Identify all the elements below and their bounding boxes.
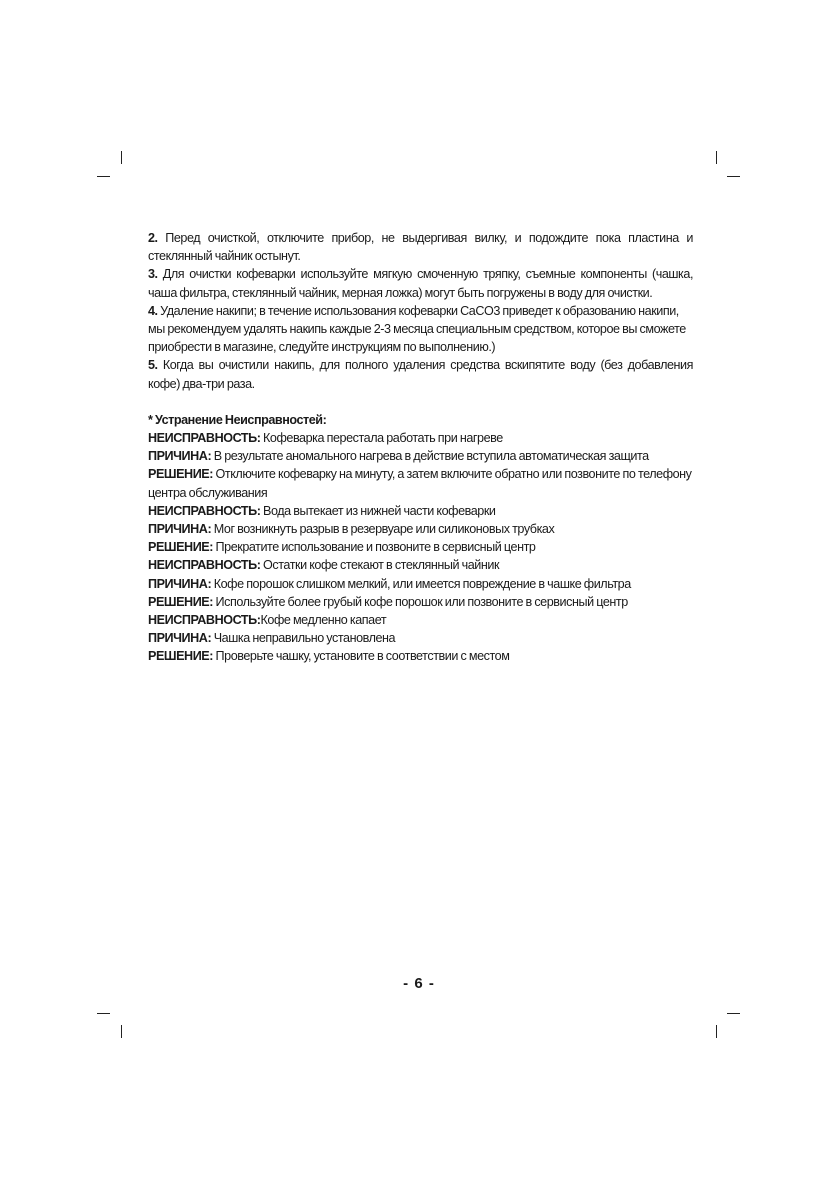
crop-mark [727, 176, 740, 177]
page-number: - 6 - [403, 975, 435, 992]
crop-mark [97, 176, 110, 177]
section-heading: * Устранение Неисправностей: [148, 412, 327, 427]
line-text: Вода вытекает из нижней части кофеварки [260, 503, 496, 518]
line-text: Кофеварка перестала работать при нагреве [260, 431, 503, 446]
crop-mark [121, 1025, 122, 1038]
troubleshooting-line [148, 502, 693, 520]
crop-mark [716, 1025, 717, 1038]
troubleshooting-line [148, 447, 693, 465]
line-text: В результате аномального нагрева в действие вступила автоматическая защита [211, 449, 649, 464]
line-label: ПРИЧИНА: [148, 449, 212, 464]
line-label: ПРИЧИНА: [148, 631, 212, 646]
step-number: 2. [148, 231, 158, 245]
troubleshooting-line [148, 520, 693, 538]
step-text: Когда вы очистили накипь, для полного удаления средства вскипятите воду (без добавления кофе) два-три раза. [148, 358, 693, 391]
line-label: РЕШЕНИЕ: [148, 649, 213, 664]
step-text: Перед очисткой, отключите прибор, не выдергивая вилку, и подождите пока пластина и стеклянный чайник остынут. [148, 231, 693, 264]
crop-mark [716, 151, 717, 164]
troubleshooting-line [148, 556, 693, 574]
line-text: Кофе медленно капает [260, 613, 387, 628]
step-text: Удаление накипи; в течение использования кофеварки CaCO3 приведет к образованию накипи, мы рекомендуем удалять накипь каждые 2-3 месяца специальным средством, которое вы сможете приобрести в магазине, следуйте инструкциям по выполнению.) [148, 303, 686, 355]
line-text: Остатки кофе стекают в стеклянный чайник [260, 558, 500, 573]
troubleshooting-line [148, 575, 693, 593]
line-label: РЕШЕНИЕ: [148, 467, 213, 482]
troubleshooting-line [148, 429, 693, 447]
line-label: ПРИЧИНА: [148, 522, 212, 537]
line-label: НЕИСПРАВНОСТЬ: [148, 431, 261, 446]
step-number: 4. [148, 303, 158, 318]
line-text: Используйте более грубый кофе порошок или позвоните в сервисный центр [213, 594, 628, 609]
line-label: ПРИЧИНА: [148, 576, 212, 591]
section-spacer [148, 393, 693, 411]
troubleshooting-line [148, 611, 693, 629]
line-text: Проверьте чашку, установите в соответствии с местом [213, 649, 510, 664]
cleaning-step [148, 356, 693, 392]
line-text: Прекратите использование и позвоните в сервисный центр [213, 540, 536, 555]
step-text: Для очистки кофеварки используйте мягкую смоченную тряпку, съемные компоненты (чашка, чаша фильтра, стеклянный чайник, мерная ложка) могут быть погружены в воду для очистки. [148, 267, 693, 300]
crop-mark [727, 1013, 740, 1014]
line-text: Чашка неправильно установлена [211, 631, 396, 646]
line-label: РЕШЕНИЕ: [148, 540, 213, 555]
troubleshooting-line [148, 629, 693, 647]
line-label: НЕИСПРАВНОСТЬ: [148, 613, 261, 628]
step-number: 3. [148, 267, 158, 282]
cleaning-step [148, 302, 693, 357]
cleaning-step [148, 229, 693, 265]
page-content [148, 229, 693, 666]
troubleshooting-line [148, 593, 693, 611]
line-text: Отключите кофеварку на минуту, а затем включите обратно или позвоните по телефону центра обслуживания [148, 467, 692, 500]
crop-mark [97, 1013, 110, 1014]
step-number: 5. [148, 358, 158, 373]
line-label: НЕИСПРАВНОСТЬ: [148, 503, 261, 518]
troubleshooting-title [148, 411, 693, 429]
line-label: РЕШЕНИЕ: [148, 594, 213, 609]
line-text: Кофе порошок слишком мелкий, или имеется повреждение в чашке фильтра [211, 576, 631, 591]
troubleshooting-line [148, 647, 693, 665]
troubleshooting-line [148, 538, 693, 556]
crop-mark [121, 151, 122, 164]
line-label: НЕИСПРАВНОСТЬ: [148, 558, 261, 573]
cleaning-step [148, 265, 693, 301]
troubleshooting-line [148, 465, 693, 501]
line-text: Мог возникнуть разрыв в резервуаре или силиконовых трубках [211, 522, 555, 537]
